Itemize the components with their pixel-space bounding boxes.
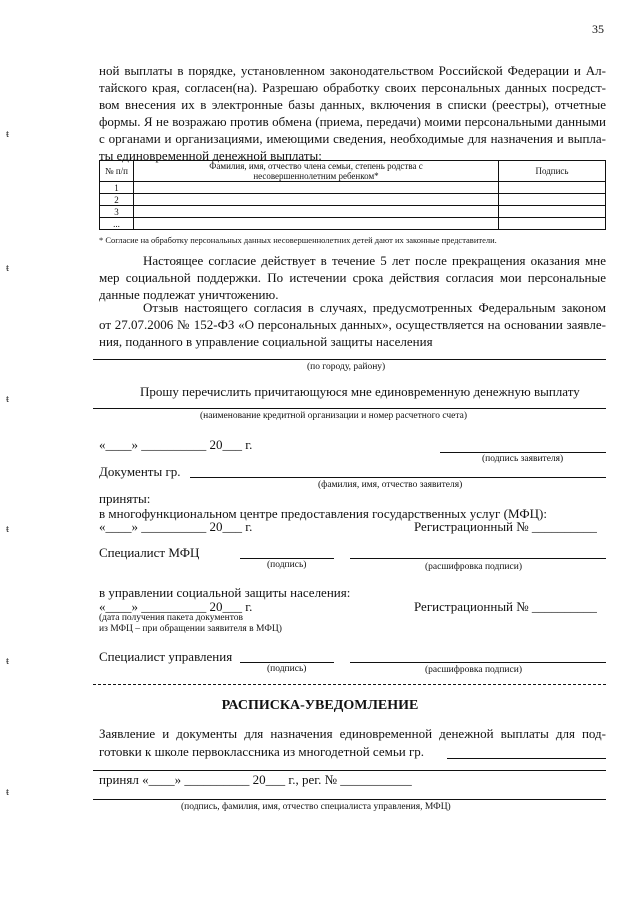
margin-mark: ŧ xyxy=(6,262,10,274)
name-cell[interactable] xyxy=(134,194,499,206)
text-line: данные подлежат уничтожению. xyxy=(99,287,279,302)
text-line: Отзыв настоящего согласия в случаях, предусмотренных Федеральным законом xyxy=(143,300,606,315)
caption-bank: (наименование кредитной организации и номер расчетного счета) xyxy=(200,411,468,421)
receipt-name-line[interactable] xyxy=(447,758,606,759)
mfc-reg-number[interactable]: Регистрационный № __________ xyxy=(414,519,597,534)
text-line: тайского края, согласен(на). Разрешаю обработку своих персональных данных посредст- xyxy=(99,80,606,95)
consent-paragraph xyxy=(99,252,606,303)
sign-cell[interactable] xyxy=(499,194,606,206)
uszn-line: в управлении социальной защиты населения: xyxy=(99,585,351,600)
mfc-date[interactable]: «____» __________ 20___ г. xyxy=(99,519,253,534)
sign-cell[interactable] xyxy=(499,206,606,218)
text-line: Заявление и документы для назначения единовременной денежной выплаты для под- xyxy=(99,726,606,741)
bank-line[interactable] xyxy=(93,408,606,409)
text-line: с органами и организациями, имеющими сведения, необходимые для назначения и выпла- xyxy=(99,131,606,146)
caption-signature: (подпись) xyxy=(267,664,307,674)
uszn-date[interactable]: «____» __________ 20___ г. xyxy=(99,599,253,614)
text-line: готовки к школе первоклассника из многодетной семьи гр. xyxy=(99,744,425,759)
row-num: 3 xyxy=(100,206,134,218)
name-cell[interactable] xyxy=(134,218,499,230)
table-row xyxy=(100,206,606,218)
intro-paragraph xyxy=(99,62,606,164)
family-members-table xyxy=(99,160,606,230)
row-num: ... xyxy=(100,218,134,230)
name-cell[interactable] xyxy=(134,182,499,194)
section-divider xyxy=(93,684,606,685)
text-line: ной выплаты в порядке, установленном законодательством Российской Федерации и Ал- xyxy=(99,63,606,78)
text-line: формы. Я не возражаю против обмена (приема, передачи) моими персональными данными xyxy=(99,114,606,129)
table-row xyxy=(100,218,606,230)
caption-applicant-sign: (подпись заявителя) xyxy=(482,454,564,464)
name-cell[interactable] xyxy=(134,206,499,218)
text-line: вом внесения их в электронные базы данных, включения в списки (реестры), отчетные xyxy=(99,97,606,112)
table-header-row xyxy=(100,161,606,182)
table-row xyxy=(100,182,606,194)
applicant-name-line[interactable] xyxy=(190,477,606,478)
final-line[interactable] xyxy=(93,799,606,800)
caption-final: (подпись, фамилия, имя, отчество специалиста управления, МФЦ) xyxy=(181,802,451,812)
text-line: ния, поданного в управление социальной защиты населения xyxy=(99,334,433,349)
city-line[interactable] xyxy=(93,359,606,360)
text-line: от 27.07.2006 № 152-ФЗ «О персональных данных», осуществляется на основании заявле- xyxy=(99,317,606,332)
management-specialist-label: Специалист управления xyxy=(99,649,233,664)
text-line: Настоящее согласие действует в течение 5 лет после прекращения оказания мне xyxy=(143,253,606,268)
mfc-specialist-label: Специалист МФЦ xyxy=(99,545,200,560)
caption-city: (по городу, району) xyxy=(307,362,386,372)
accepted-label: приняты: xyxy=(99,491,151,506)
applicant-sign-line[interactable] xyxy=(440,452,606,453)
row-num: 2 xyxy=(100,194,134,206)
margin-mark: ŧ xyxy=(6,128,10,140)
caption-signature: (подпись) xyxy=(267,560,307,570)
header-sign: Подпись xyxy=(499,161,606,182)
margin-mark: ŧ xyxy=(6,786,10,798)
table-row xyxy=(100,194,606,206)
caption-decoding: (расшифровка подписи) xyxy=(425,665,522,675)
header-name: Фамилия, имя, отчество члена семьи, степень родства с несовершеннолетним ребенком* xyxy=(134,161,499,182)
documents-label: Документы гр. xyxy=(99,464,181,479)
mfc-decoding-line[interactable] xyxy=(350,558,606,559)
text-line: мер социальной поддержки. По истечении срока действия согласия мои персональные xyxy=(99,270,606,285)
margin-mark: ŧ xyxy=(6,523,10,535)
uszn-reg-number[interactable]: Регистрационный № __________ xyxy=(414,599,597,614)
row-num: 1 xyxy=(100,182,134,194)
management-decoding-line[interactable] xyxy=(350,662,606,663)
page-number: 35 xyxy=(592,22,604,36)
mfc-line: в многофункциональном центре предоставления государственных услуг (МФЦ): xyxy=(99,506,547,521)
request-text: Прошу перечислить причитающуюся мне единовременную денежную выплату xyxy=(140,384,580,399)
margin-mark: ŧ xyxy=(6,655,10,667)
caption-applicant-name: (фамилия, имя, отчество заявителя) xyxy=(318,480,463,490)
caption-decoding: (расшифровка подписи) xyxy=(425,562,522,572)
caption-package-date: из МФЦ – при обращении заявителя в МФЦ) xyxy=(99,624,282,634)
management-signature-line[interactable] xyxy=(240,662,334,663)
text-line: ты единовременной денежной выплаты: xyxy=(99,148,322,163)
header-num: № п/п xyxy=(100,161,134,182)
accepted-by[interactable]: принял «____» __________ 20___ г., рег. № ___________ xyxy=(99,772,412,787)
sign-cell[interactable] xyxy=(499,218,606,230)
mfc-signature-line[interactable] xyxy=(240,558,334,559)
table-footnote: * Согласие на обработку персональных данных несовершеннолетних детей дают их законные представители. xyxy=(99,235,497,245)
margin-mark: ŧ xyxy=(6,393,10,405)
application-date[interactable]: «____» __________ 20___ г. xyxy=(99,437,253,452)
caption-package-date: (дата получения пакета документов xyxy=(99,613,243,623)
receipt-paragraph xyxy=(99,725,606,760)
revoke-paragraph xyxy=(99,299,606,350)
sign-cell[interactable] xyxy=(499,182,606,194)
receipt-title: РАСПИСКА-УВЕДОМЛЕНИЕ xyxy=(221,698,419,713)
